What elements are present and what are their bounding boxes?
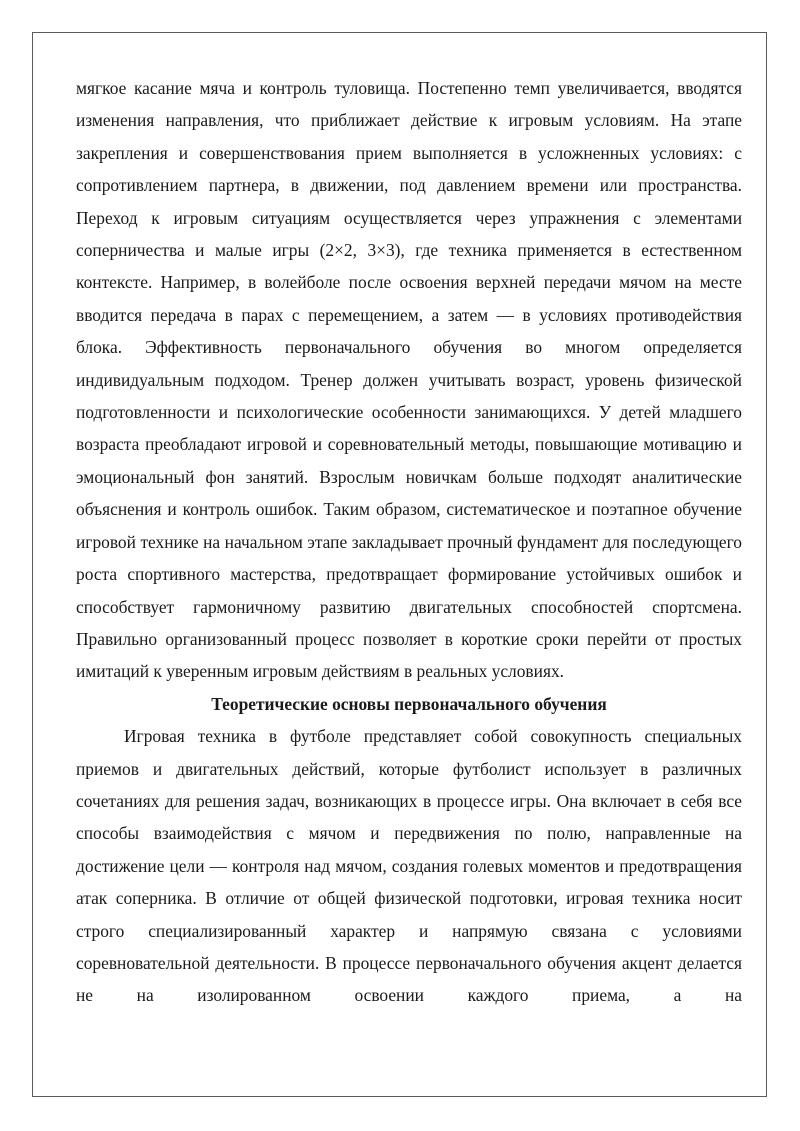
body-paragraph: Игровая техника в футболе представляет собой совокупность специальных приемов и двигательных действий, которые футболист использует в различных сочетаниях для решения задач, возникающих в процессе игры. Она включает в себя все способы взаимодействия с мячом и передвижения по полю, направленные на достижение цели — контроля над мячом, создания голевых моментов и предотвращения атак соперника. В отличие от общей физической подготовки, игровая техника носит строго специализированный характер и напрямую связана с условиями соревновательной деятельности. В процессе первоначального обучения акцент делается не на изолированном освоении каждого приема, а на — [76, 726, 742, 1006]
section-heading: Теоретические основы первоначального обучения — [211, 693, 607, 714]
body-paragraph-continued: мягкое касание мяча и контроль туловища. Постепенно темп увеличивается, вводятся изменения направления, что приближает действие к игровым условиям. На этапе закрепления и совершенствования прием выполняется в усложненных условиях: с сопротивлением партнера, в движении, под давлением времени или пространства. Переход к игровым ситуациям осуществляется через упражнения с элементами соперничества и малые игры (2×2, 3×3), где техника применяется в естественном контексте. Например, в волейболе после освоения верхней передачи мячом на месте вводится передача в парах с перемещением, а затем — в условиях противодействия блока. Эффективность первоначального обучения во многом определяется индивидуальным подходом. Тренер должен учитывать возраст, уровень физической подготовленности и психологические особенности занимающихся. У детей младшего возраста преобладают игровой и соревновательный методы, повышающие мотивацию и эмоциональный фон занятий. Взрослым новичкам больше подходят аналитические объяснения и контроль ошибок. Таким образом, систематическое и поэтапное обучение игровой технике на начальном этапе закладывает прочный фундамент для последующего роста спортивного мастерства, предотвращает формирование устойчивых ошибок и способствует гармоничному развитию двигательных способностей спортсмена. Правильно организованный процесс позволяет в короткие сроки перейти от простых имитаций к уверенным игровым действиям в реальных условиях. — [76, 78, 742, 682]
document-body — [76, 72, 742, 1012]
